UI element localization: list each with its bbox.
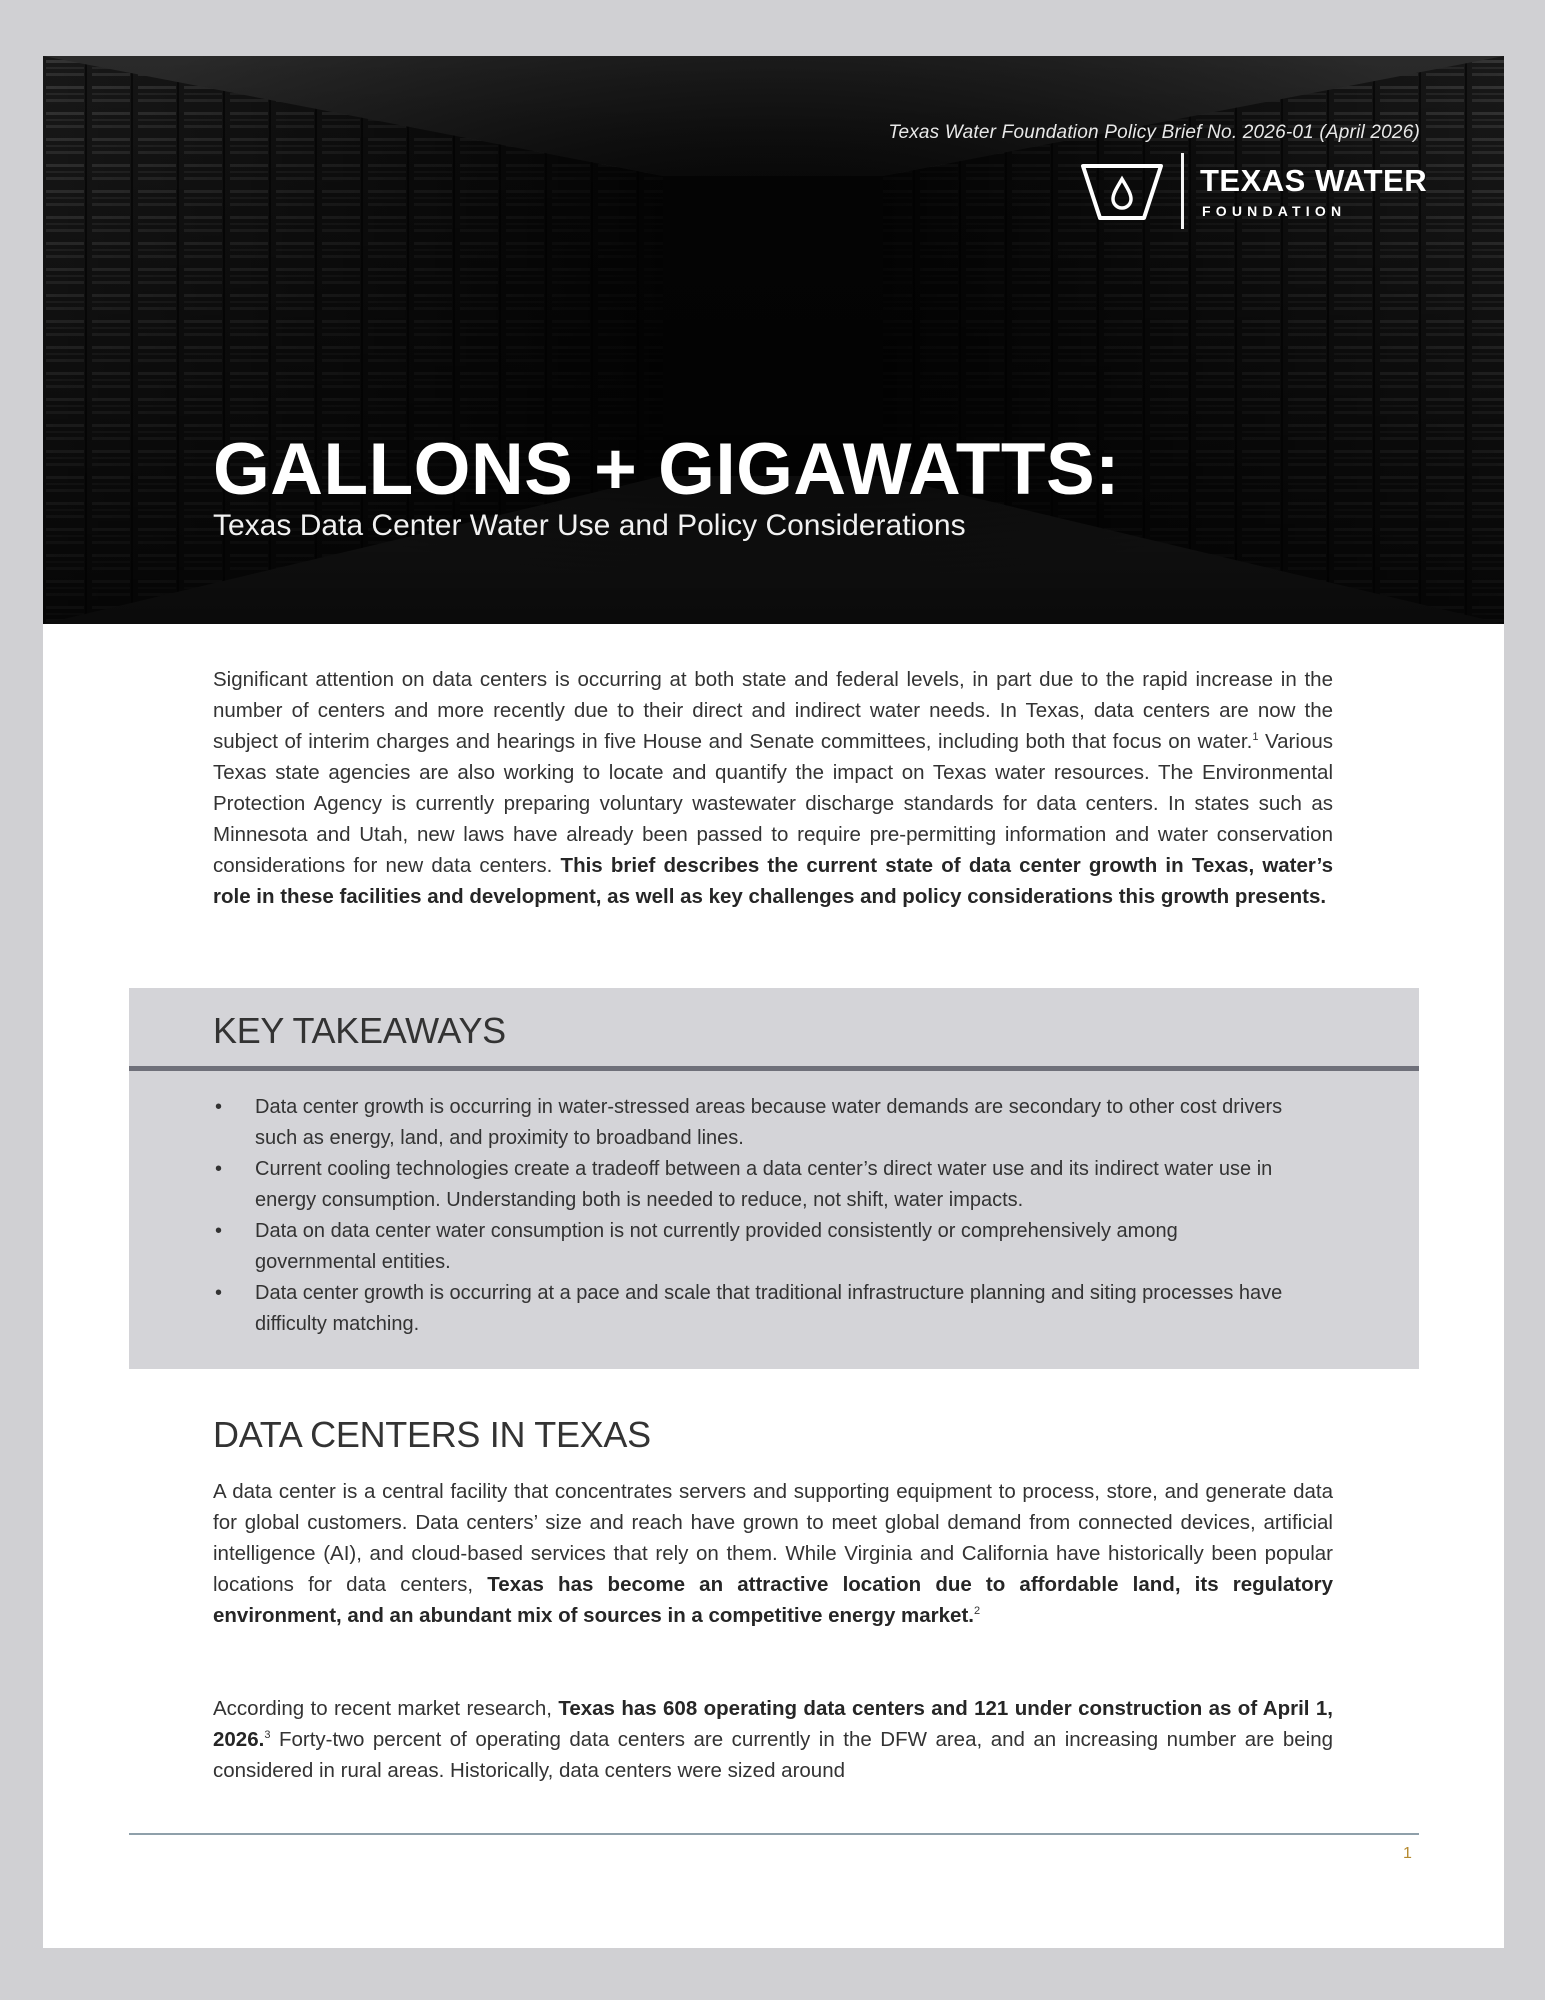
foundation-logo [1080, 153, 1428, 229]
section-p2-bold: Texas has 608 operating data centers and 121 under construction as of April 1, 2026. [213, 1697, 1333, 1751]
bullet-icon: • [215, 1158, 223, 1180]
section-p2-text: According to recent market research, [213, 1697, 559, 1720]
section-paragraph-2 [213, 1693, 1333, 1786]
takeaway-item [213, 1216, 1293, 1278]
takeaway-text: Data center growth is occurring at a pace and scale that traditional infrastructure planning and siting processes have difficulty matching. [255, 1282, 1283, 1335]
section-paragraph-1 [213, 1476, 1333, 1631]
intro-text: Significant attention on data centers is occurring at both state and federal levels, in part due to the rapid increase in the number of centers and more recently due to their direct and indirect water needs. In Texas, data centers are now the subject of interim charges and hearings in five House and Senate committees, including both that focus on water. [213, 668, 1333, 753]
takeaway-text: Data center growth is occurring in water-stressed areas because water demands are secondary to other cost drivers such as energy, land, and proximity to broadband lines. [255, 1096, 1283, 1149]
section-p1-bold: Texas has become an attractive location due to affordable land, its regulatory environment, and an abundant mix of sources in a competitive energy market. [213, 1573, 1334, 1627]
key-takeaways-list [213, 1092, 1293, 1340]
intro-bold-summary: This brief describes the current state of data center growth in Texas, water’s role in these facilities and development, as well as key challenges and policy considerations this growth presents. [213, 854, 1333, 908]
brief-number: Texas Water Foundation Policy Brief No. 2026-01 (April 2026) [888, 122, 1420, 143]
bullet-icon: • [215, 1096, 223, 1118]
footer-divider [129, 1833, 1419, 1835]
key-takeaways-header [129, 988, 1419, 1071]
intro-text-continued: Various Texas state agencies are also working to locate and quantify the impact on Texas water resources. The Environmental Protection Agency is currently preparing voluntary wastewater discharge standards for data centers. In states such as Minnesota and Utah, new laws have already been passed to require pre-permitting information and water conservation considerations for new data centers. [213, 730, 1333, 877]
logo-divider [1181, 153, 1184, 229]
bullet-icon: • [215, 1282, 223, 1304]
section-p2-text-continued: Forty-two percent of operating data centers are currently in the DFW area, and an increasing number are being considered in rural areas. Historically, data centers were sized around [213, 1728, 1333, 1782]
section-p1-text: A data center is a central facility that concentrates servers and supporting equipment to process, store, and generate data for global customers. Data centers’ size and reach have grown to meet global demand from connected devices, artificial intelligence (AI), and cloud-based services that rely on them. While Virginia and California have historically been popular locations for data centers, [213, 1480, 1333, 1596]
page-subtitle: Texas Data Center Water Use and Policy Considerations [213, 509, 966, 542]
intro-paragraph [213, 664, 1333, 912]
page-title: GALLONS + GIGAWATTS: [213, 429, 1120, 510]
key-takeaways-title: KEY TAKEAWAYS [213, 1010, 506, 1051]
document-page [43, 56, 1504, 1948]
takeaway-item [213, 1154, 1293, 1216]
key-takeaways-box [129, 988, 1419, 1369]
section-title: DATA CENTERS IN TEXAS [213, 1414, 651, 1455]
logo-name-line2: FOUNDATION [1202, 203, 1347, 219]
takeaway-text: Current cooling technologies create a tradeoff between a data center’s direct water use and its indirect water use in energy consumption. Understanding both is needed to reduce, not shift, water impacts. [255, 1158, 1273, 1211]
takeaway-item [213, 1278, 1293, 1340]
hero-banner [43, 56, 1504, 624]
bullet-icon: • [215, 1220, 223, 1242]
takeaway-item [213, 1092, 1293, 1154]
water-drop-icon [1080, 163, 1164, 221]
page-number: 1 [1403, 1845, 1412, 1862]
logo-name-line1: TEXAS WATER [1200, 163, 1428, 198]
footnote-marker: 3 [264, 1729, 271, 1742]
footnote-marker: 2 [973, 1605, 981, 1618]
takeaway-text: Data on data center water consumption is not currently provided consistently or comprehensively among governmental entities. [255, 1220, 1178, 1273]
footnote-marker: 1 [1252, 731, 1259, 744]
